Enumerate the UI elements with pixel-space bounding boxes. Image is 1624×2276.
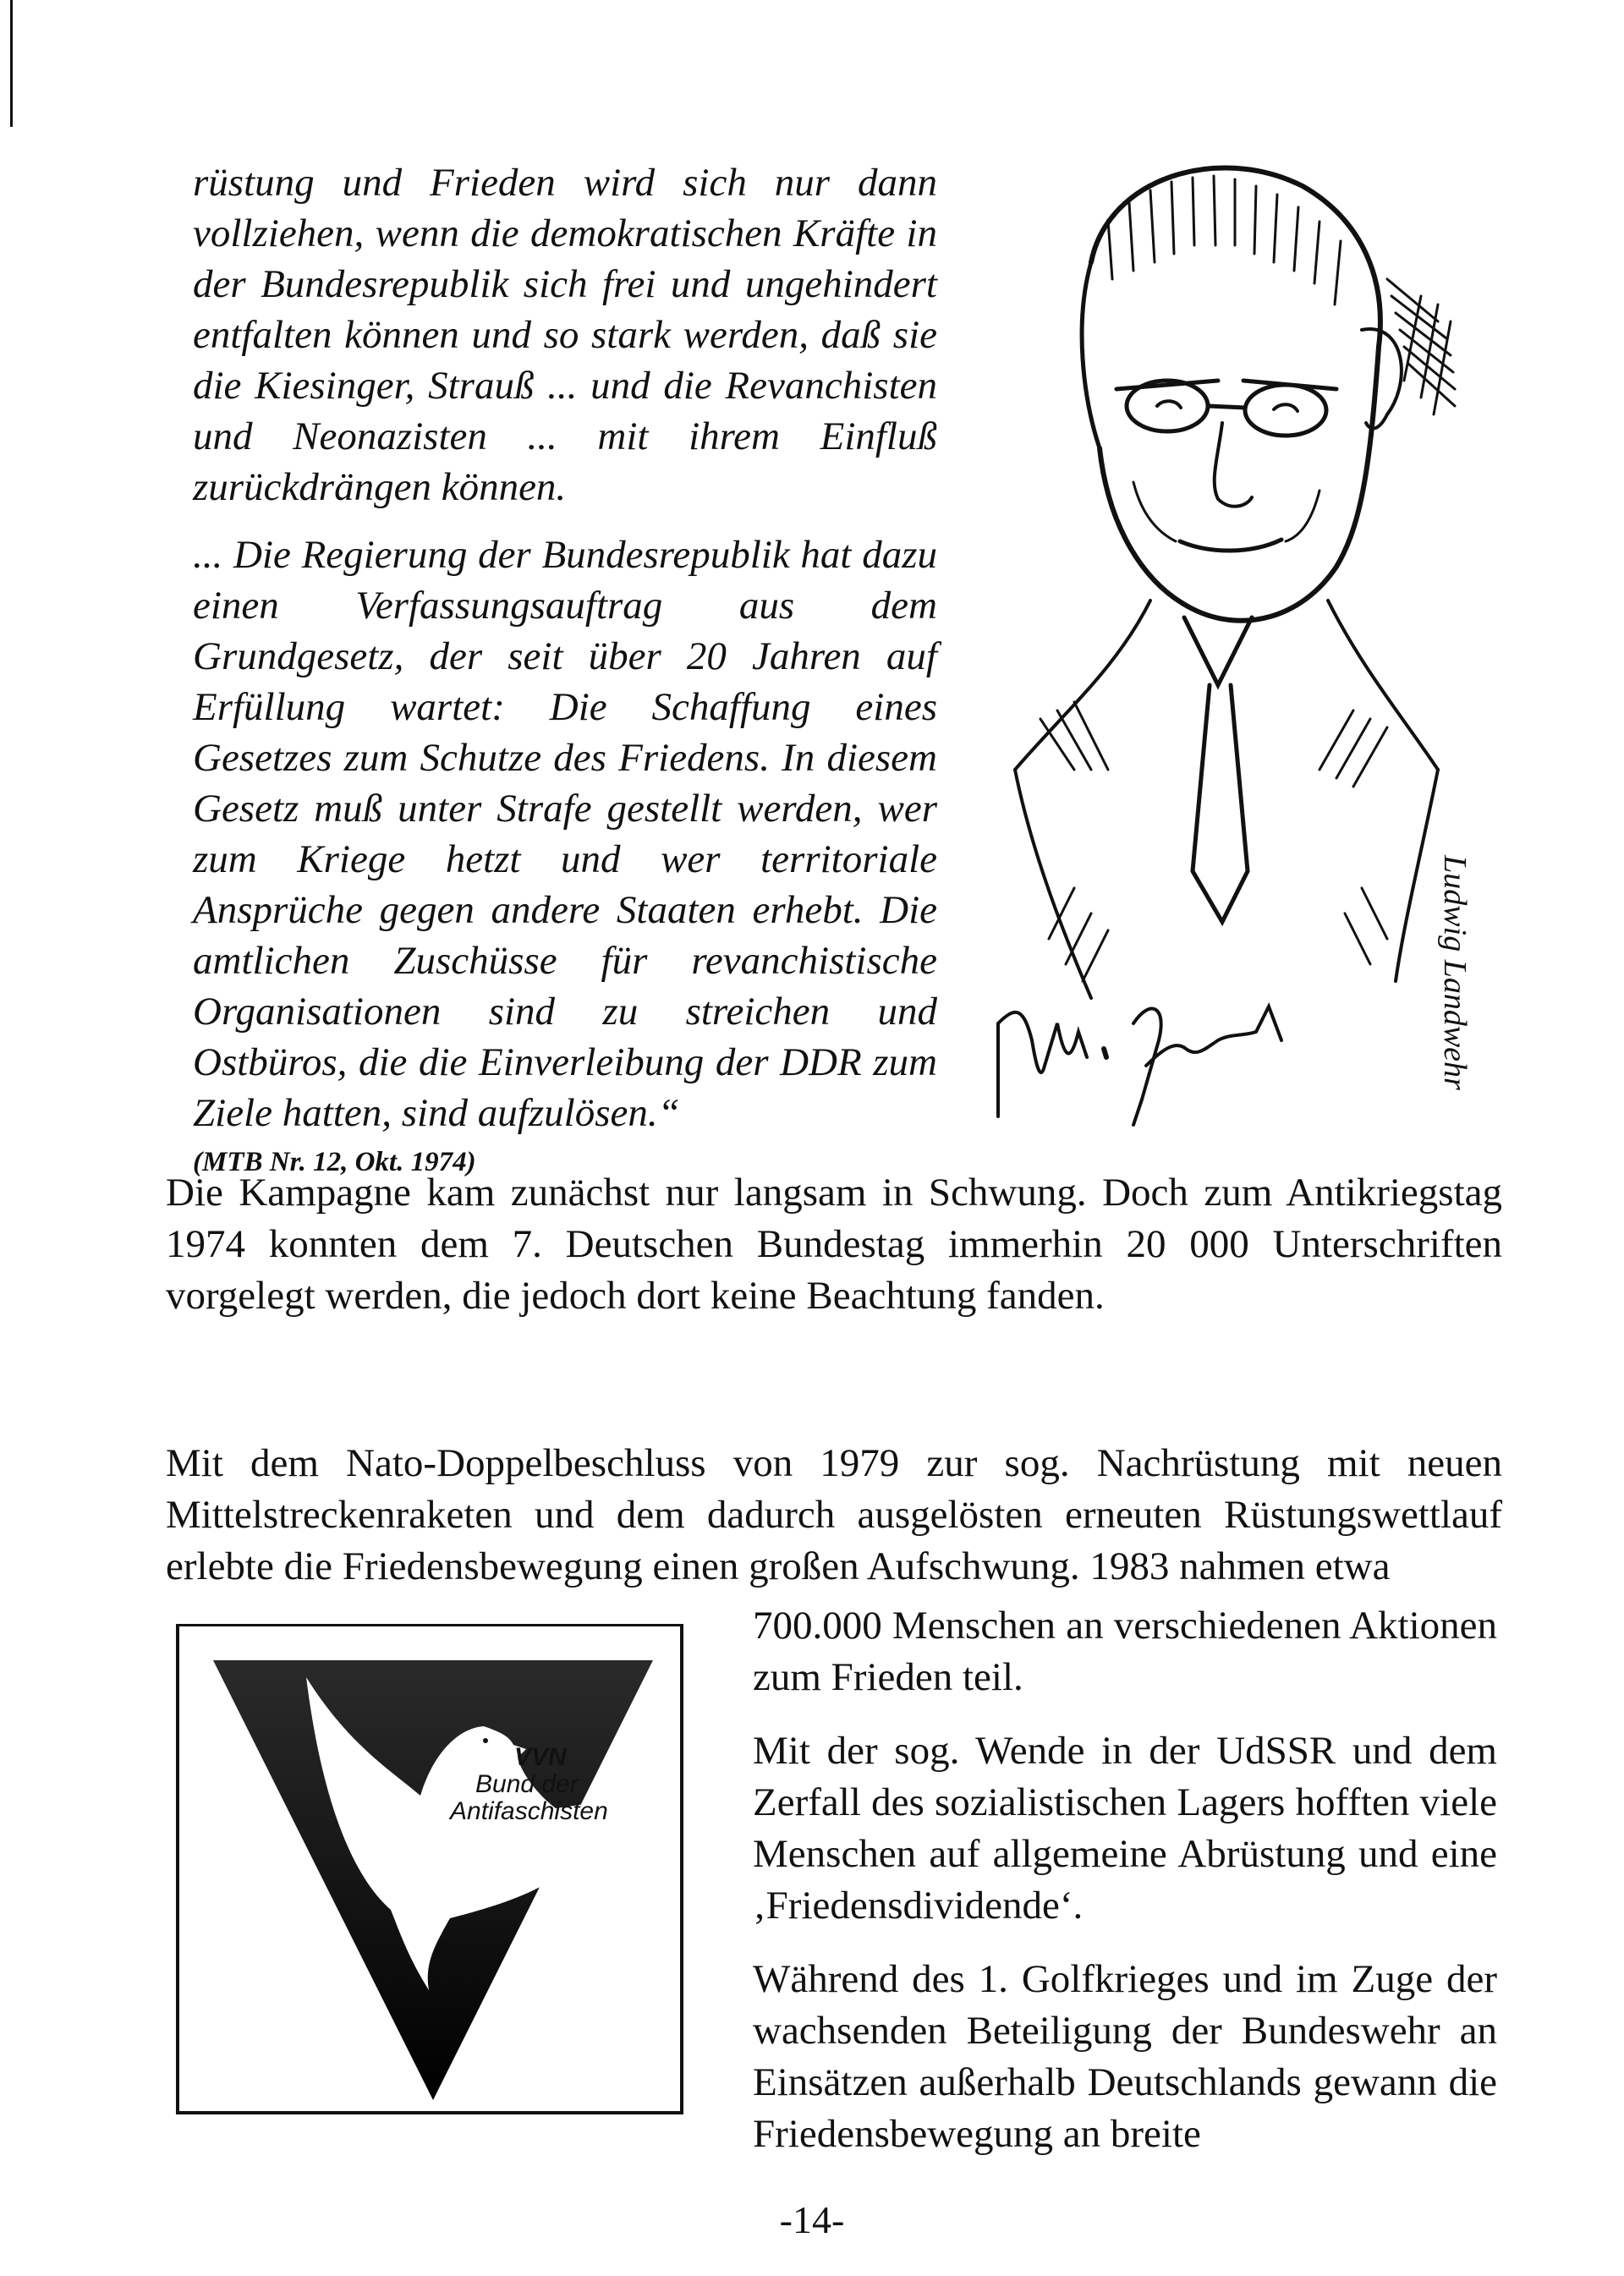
quote-paragraph-2: ... Die Regierung der Bundesrepublik hat dazu einen Verfassungsauftrag aus dem Grundgesetz, der seit über 20 Jahren auf Erfüllung wartet: Die Schaffung eines Gesetzes zum Schutze des Friedens. In diesem Gesetz muß unter Strafe gestellt werden, wer zum Kriege hetzt und wer territoriale Ansprüche gegen andere Staaten erhebt. Die amtlichen Zuschüsse für revanchistische Organisationen sind zu streichen und Ostbüros, die die Einverleibung der DDR zum Ziele hatten, sind aufzulösen.“ bbox=[193, 533, 937, 1135]
right-column-text bbox=[753, 1600, 1497, 2160]
page-number: -14- bbox=[779, 2198, 845, 2241]
scan-edge-line bbox=[10, 0, 13, 127]
dove-triangle-logo bbox=[179, 1626, 687, 2117]
portrait-caption: Ludwig Landwehr bbox=[1437, 855, 1473, 1090]
logo-antifaschisten-text: Antifaschisten bbox=[450, 1797, 608, 1825]
body-paragraph-5: Während des 1. Golfkrieges und im Zuge der wachsenden Beteiligung der Bundeswehr an Einsätzen außerhalb Deutschlands gewann die Friedensbewegung an breite bbox=[753, 1957, 1497, 2156]
quote-paragraph-1: rüstung und Frieden wird sich nur dann vollziehen, wenn die demokratischen Kräfte in der Bundesrepublik sich frei und ungehindert entfalten können und so stark werden, daß sie die Kiesinger, Strauß ... und die Revanchisten und Neonazisten ... mit ihrem Einfluß zurückdrängen können. bbox=[193, 161, 937, 509]
quote-source: (MTB Nr. 12, Okt. 1974) bbox=[193, 1147, 476, 1177]
quotation-block bbox=[193, 157, 937, 1182]
body-paragraph-3: 700.000 Menschen an verschiedenen Aktionen zum Frieden teil. bbox=[753, 1604, 1497, 1699]
logo-vvn-text: VVN bbox=[514, 1743, 567, 1771]
body-paragraph-2: Mit dem Nato-Doppelbeschluss von 1979 zur sog. Nachrüstung mit neuen Mittelstreckenraketen und dem dadurch ausgelösten erneuten Rüstungswettlauf erlebte die Friedensbewegung einen großen Aufschwung. 1983 nahmen etwa bbox=[166, 1441, 1502, 1588]
vvn-logo-box bbox=[176, 1624, 683, 2114]
body-paragraph-1: Die Kampagne kam zunächst nur langsam in Schwung. Doch zum Antikriegstag 1974 konnten dem 7. Deutschen Bundestag immerhin 20 000 Unterschriften vorgelegt werden, die jedoch dort keine Beachtung fanden. bbox=[166, 1171, 1502, 1318]
logo-bund-text: Bund der bbox=[475, 1770, 579, 1798]
body-paragraph-4: Mit der sog. Wende in der UdSSR und dem Zerfall des sozialistischen Lagers hofften viele Menschen auf allgemeine Abrüstung und eine ‚Friedensdividende‘. bbox=[753, 1729, 1497, 1928]
portrait-drawing bbox=[964, 127, 1472, 1252]
